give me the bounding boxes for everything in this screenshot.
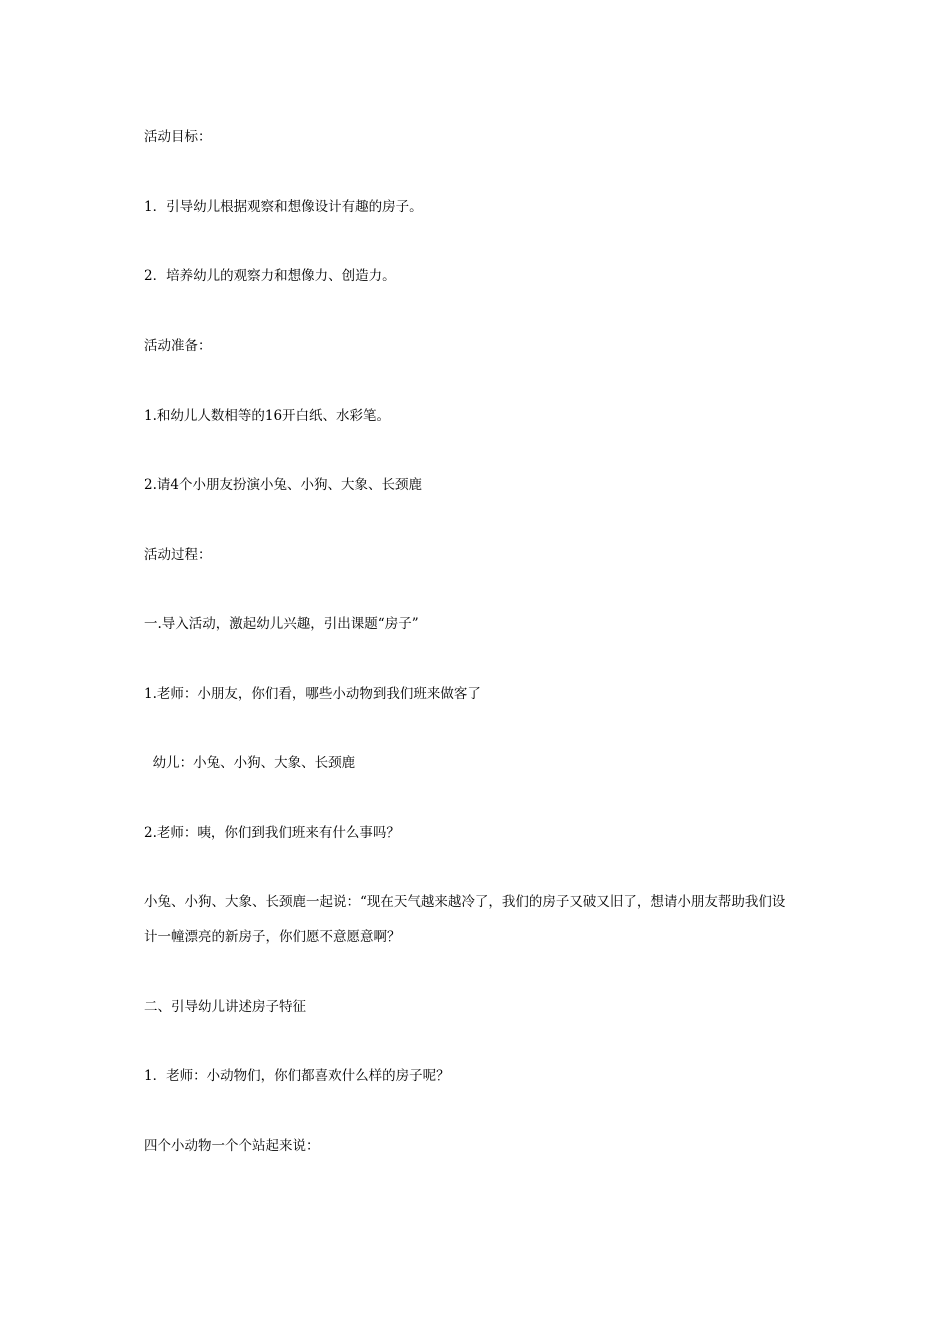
animals-speech-line-1: 小兔、小狗、大象、长颈鹿一起说：“现在天气越来越冷了，我们的房子又破又旧了，想请小朋友帮助我们设	[144, 894, 786, 910]
animals-stand-up-line: 四个小动物一个个站起来说：	[144, 1138, 320, 1154]
animals-speech-line-2: 计一幢漂亮的新房子，你们愿不意愿意啊？	[144, 929, 401, 945]
preparation-item-1: 1.和幼儿人数相等的16开白纸、水彩笔。	[144, 408, 391, 424]
preparation-item-2: 2.请4个小朋友扮演小兔、小狗、大象、长颈鹿	[144, 477, 422, 493]
heading-activity-goals: 活动目标：	[144, 129, 212, 145]
goal-item-2: 2．培养幼儿的观察力和想像力、创造力。	[144, 268, 396, 284]
heading-activity-process: 活动过程：	[144, 547, 212, 563]
children-reply: 幼儿：小兔、小狗、大象、长颈鹿	[144, 755, 356, 771]
heading-activity-preparation: 活动准备：	[144, 338, 212, 354]
goal-item-1: 1．引导幼儿根据观察和想像设计有趣的房子。	[144, 199, 423, 215]
process-step-2-heading: 二、引导幼儿讲述房子特征	[144, 999, 306, 1015]
teacher-question: 1．老师：小动物们，你们都喜欢什么样的房子呢？	[144, 1068, 450, 1084]
teacher-line-1: 1.老师：小朋友，你们看，哪些小动物到我们班来做客了	[144, 686, 481, 702]
process-step-1-heading: 一.导入活动，激起幼儿兴趣，引出课题“房子”	[144, 616, 419, 632]
teacher-line-2: 2.老师：咦，你们到我们班来有什么事吗？	[144, 825, 400, 841]
